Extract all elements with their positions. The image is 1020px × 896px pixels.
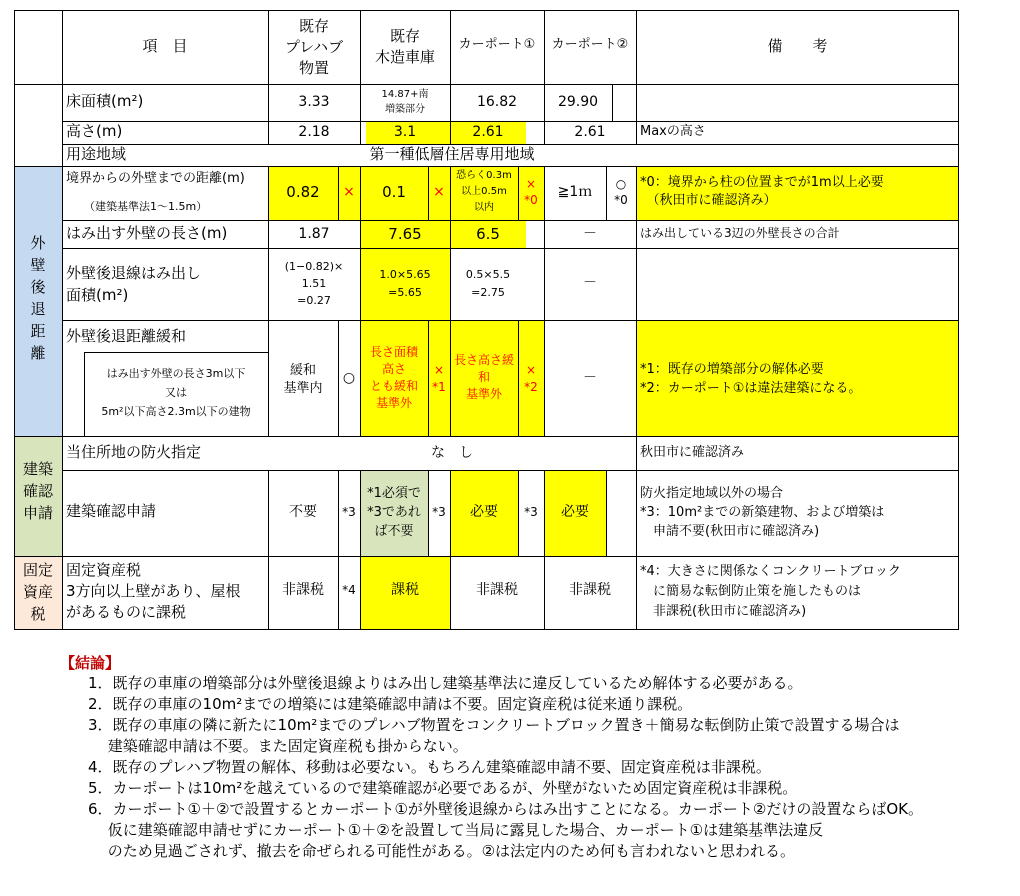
distance-cp2: ≧1ｍ — [557, 184, 593, 200]
distance-wood-mark: × — [433, 184, 445, 200]
wall-length-prefab: 1.87 — [298, 226, 330, 242]
distance-prefab-mark: × — [343, 184, 355, 200]
height-prefab: 2.18 — [298, 124, 330, 140]
distance-sublabel: （建築基準法1～1.5m） — [84, 200, 208, 213]
header-carport2: カーポート② — [551, 37, 629, 52]
conclusion-section — [60, 652, 1010, 862]
protrude-area-cp1: 0.5×5.5 =2.75 — [465, 268, 511, 299]
relaxation-sublabel: はみ出す外壁の長さ3m以下 又は 5m²以下高さ2.3m以下の建物 — [101, 367, 251, 418]
conclusion-item: 2．既存の車庫の10m²までの増築には建築確認申請は不要。固定資産税は従来通り課税。 — [88, 695, 693, 713]
wall-length-label: はみ出す外壁の長さ(m) — [66, 224, 228, 242]
protrude-area-cp2: － — [583, 275, 597, 291]
tax-prefab: 非課税 — [282, 582, 324, 598]
floor-area-cp1: 16.82 — [476, 94, 518, 110]
relaxation-prefab: 緩和 基準内 — [283, 363, 323, 396]
conclusion-item: のため見過ごされず、撤去を命ぜられる可能性がある。②は法定内のため何も言われないと思われる。 — [88, 842, 796, 860]
confirm-wood: *1必須で *3であれ ば不要 — [367, 486, 421, 539]
category-tax: 固定資産税 — [22, 561, 53, 623]
conclusion-item: 建築確認申請は不要。また固定資産税も掛からない。 — [88, 737, 468, 755]
tax-label: 固定資産税 3方向以上壁があり、屋根 があるものに課税 — [66, 561, 241, 621]
height-remark: Maxの高さ — [640, 124, 706, 139]
tax-cp2: 非課税 — [569, 582, 611, 598]
height-cp2: 2.61 — [574, 124, 606, 140]
relaxation-remark: *1：既存の増築部分の解体必要 *2：カーポート①は違法建築になる。 — [640, 362, 862, 396]
comparison-table — [14, 10, 959, 630]
floor-area-cp2: 29.90 — [557, 94, 599, 110]
confirm-cp1-mark: *3 — [524, 505, 538, 519]
conclusion-title: 【結論】 — [60, 654, 121, 672]
relaxation-prefab-mark: ○ — [342, 370, 356, 386]
relaxation-label: 外壁後退距離緩和 — [66, 327, 187, 345]
floor-area-wood: 14.87+南 増築部分 — [381, 89, 429, 115]
zoning-label: 用途地域 — [66, 145, 127, 163]
distance-label: 境界からの外壁までの距離(m) — [66, 171, 245, 186]
wall-length-remark: はみ出している3辺の外壁長さの合計 — [640, 226, 840, 240]
confirm-wood-mark: *3 — [432, 505, 446, 519]
conclusion-item: 1．既存の車庫の増築部分は外壁後退線よりはみ出し建築基準法に違反しているため解体する必要がある。 — [88, 674, 803, 692]
relaxation-cp1-mark: × *2 — [524, 363, 538, 394]
tax-prefab-mark: *4 — [342, 583, 356, 597]
confirm-prefab-mark: *3 — [342, 505, 356, 519]
conclusion-item: 5．カーポートは10m²を越えているので建築確認が必要であるが、外壁がないため固定資産税は非課税。 — [88, 779, 798, 797]
distance-cp2-mark: ○ *0 — [614, 177, 628, 207]
header-carport1: カーポート① — [458, 37, 536, 52]
floor-area-label: 床面積(m²) — [66, 92, 144, 110]
distance-cp1-mark: × *0 — [524, 177, 538, 207]
conclusion-item: 4．既存のプレハブ物置の解体、移動は必要ない。もちろん建築確認申請不要、固定資産税は非課税。 — [88, 758, 771, 776]
height-wood: 3.1 — [393, 124, 417, 140]
confirm-prefab: 不要 — [289, 504, 317, 520]
conclusion-item: 3．既存の車庫の隣に新たに10m²までのプレハブ物置をコンクリートブロック置き＋簡易な転倒防止策で設置する場合は — [88, 716, 900, 734]
tax-wood: 課税 — [391, 582, 419, 598]
conclusion-item: 仮に建築確認申請せずにカーポート①＋②を設置して当局に露見した場合、カーポート①は建築基準法違反 — [88, 821, 824, 839]
height-label: 高さ(m) — [66, 122, 123, 140]
confirm-cp2: 必要 — [561, 504, 589, 520]
relaxation-wood-mark: × *1 — [432, 363, 446, 394]
zoning-value: 第一種低層住居専用地域 — [369, 145, 535, 163]
relaxation-wood: 長さ面積 高さ とも緩和 基準外 — [369, 345, 418, 410]
conclusion-item: 6．カーポート①＋②で設置するとカーポート①が外壁後退線からはみ出すことになる。カーポート②だけの設置ならばOK。 — [88, 800, 923, 818]
category-setback: 外壁後退距離 — [30, 234, 46, 362]
protrude-area-prefab: (1−0.82)× 1.51 =0.27 — [284, 260, 344, 307]
fire-remark: 秋田市に確認済み — [640, 445, 745, 460]
relaxation-cp2: － — [583, 370, 597, 386]
wall-length-cp1: 6.5 — [476, 225, 500, 243]
confirm-remark: 防火指定地域以外の場合 *3：10m²までの新築建物、および増築は 申請不要(秋田市に確認済み) — [640, 486, 885, 539]
fire-label: 当住所地の防火指定 — [66, 443, 202, 461]
tax-remark: *4：大きさに関係なくコンクリートブロック に簡易な転倒防止策を施したものは 非課税(秋田市に確認済み) — [640, 564, 901, 619]
wall-length-wood: 7.65 — [388, 225, 422, 243]
protrude-area-label: 外壁後退線はみ出し 面積(m²) — [66, 264, 202, 304]
conclusion-list — [60, 673, 1010, 862]
confirm-label: 建築確認申請 — [66, 502, 157, 520]
tax-cp1: 非課税 — [476, 582, 518, 598]
fire-value: な し — [431, 445, 473, 461]
distance-prefab: 0.82 — [286, 183, 320, 201]
distance-cp1: 恐らく0.3m 以上0.5m 以内 — [456, 170, 512, 213]
category-confirm: 建築確認申請 — [22, 460, 53, 522]
header-wood-garage: 既存 木造車庫 — [374, 27, 435, 66]
confirm-cp1: 必要 — [470, 504, 498, 520]
wall-length-cp2: － — [583, 226, 597, 242]
floor-area-prefab: 3.33 — [298, 94, 330, 110]
distance-wood: 0.1 — [382, 183, 406, 201]
height-cp1: 2.61 — [472, 124, 504, 140]
protrude-area-wood: 1.0×5.65 =5.65 — [379, 268, 431, 299]
header-remarks: 備 考 — [767, 37, 828, 55]
relaxation-cp1: 長さ高さ緩 和 基準外 — [453, 353, 514, 401]
header-prefab: 既存 プレハブ 物置 — [284, 17, 344, 77]
header-item: 項 目 — [142, 37, 188, 55]
distance-remark: *0：境界から柱の位置までが1m以上必要 （秋田市に確認済み） — [640, 175, 884, 208]
